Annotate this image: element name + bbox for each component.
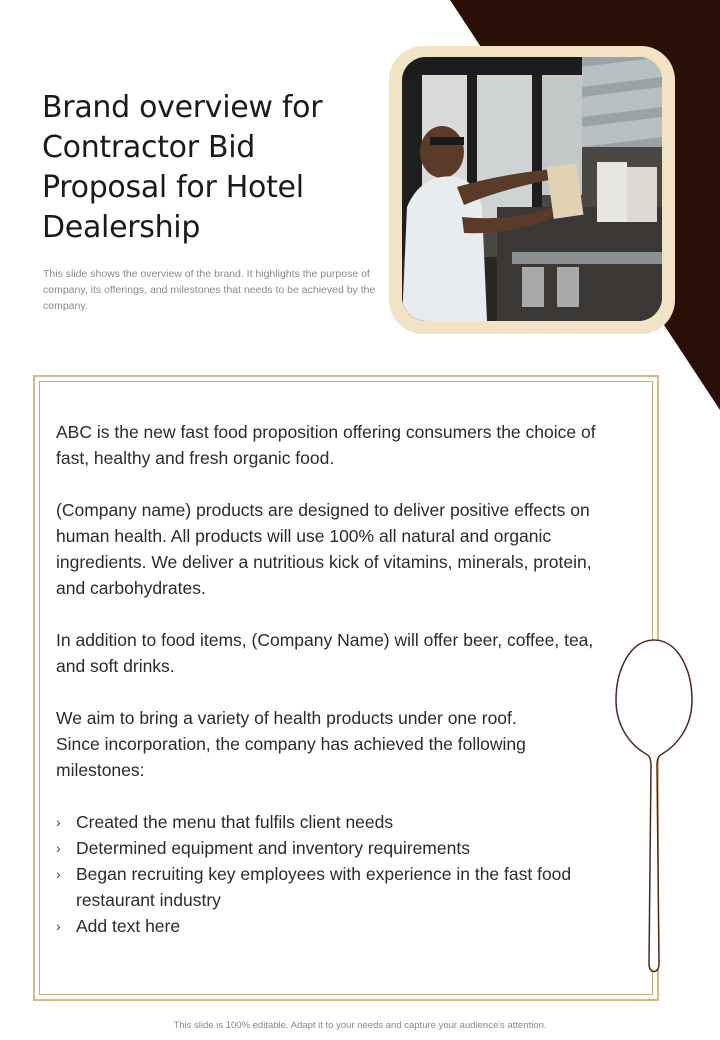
photo-frame	[389, 46, 675, 334]
milestone-item	[56, 913, 616, 939]
barista-illustration	[402, 57, 662, 321]
milestone-text: Determined equipment and inventory requirements	[76, 838, 470, 858]
milestone-item	[56, 809, 616, 835]
chevron-right-icon: ›	[56, 814, 61, 830]
page-subtitle: This slide shows the overview of the brand. It highlights the purpose of company, its offerings, and milestones that needs to be achieved by the company.	[43, 268, 376, 312]
chevron-right-icon: ›	[56, 840, 61, 856]
brand-overview-box	[33, 375, 659, 1001]
overview-paragraph: ABC is the new fast food proposition offering consumers the choice of fast, healthy and fresh organic food.	[56, 422, 596, 468]
milestone-text: Created the menu that fulfils client needs	[76, 812, 394, 832]
chevron-right-icon: ›	[56, 866, 61, 882]
milestone-item	[56, 861, 616, 913]
overview-paragraph: Since incorporation, the company has achieved the following milestones:	[56, 734, 526, 780]
page-title: Brand overview for Contractor Bid Proposal for Hotel Dealership	[42, 90, 323, 245]
overview-text	[56, 419, 616, 939]
milestones-list	[56, 809, 616, 939]
overview-paragraph: In addition to food items, (Company Name) will offer beer, coffee, tea, and soft drinks.	[56, 630, 594, 676]
overview-paragraph: We aim to bring a variety of health products under one roof.	[56, 708, 517, 728]
spoon-icon	[612, 638, 696, 980]
barista-photo	[402, 57, 662, 321]
milestone-text: Began recruiting key employees with experience in the fast food restaurant industry	[76, 864, 572, 910]
milestone-text: Add text here	[76, 916, 181, 936]
milestone-item	[56, 835, 616, 861]
footer-note: This slide is 100% editable. Adapt it to your needs and capture your audience's attention.	[173, 1020, 547, 1031]
chevron-right-icon: ›	[56, 918, 61, 934]
overview-paragraph: (Company name) products are designed to deliver positive effects on human health. All products will use 100% all natural and organic ingredients. We deliver a nutritious kick of vitamins, minerals, protein, and carbohydrates.	[56, 500, 592, 598]
